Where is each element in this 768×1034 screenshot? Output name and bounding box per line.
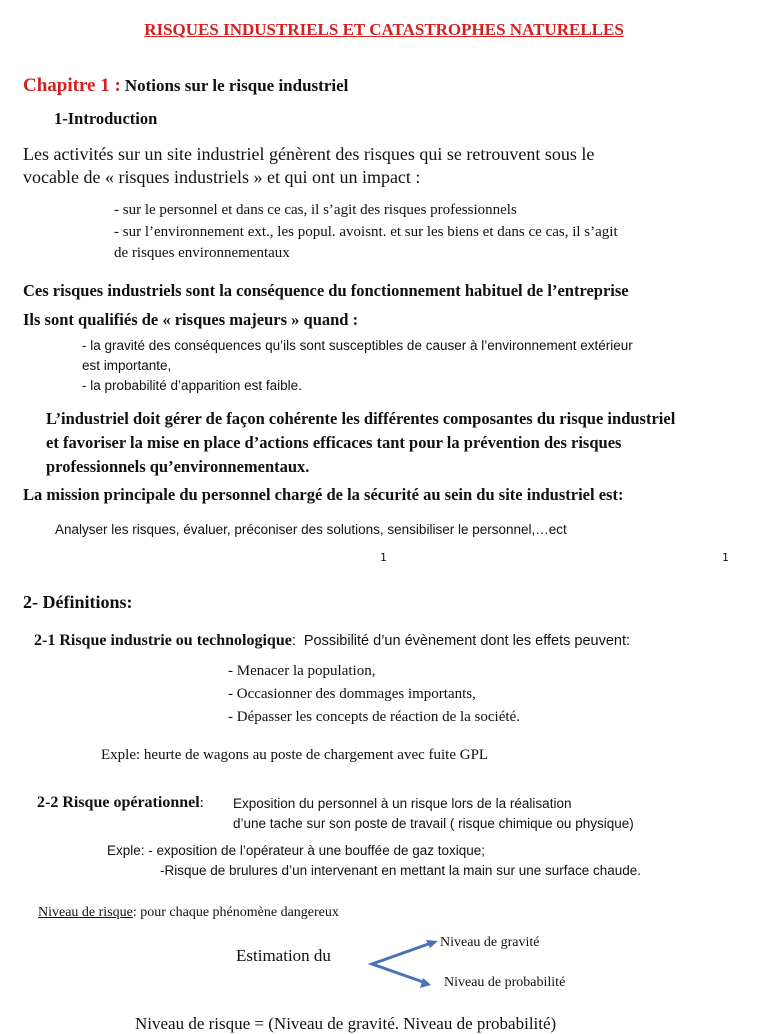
intro-paragraph-line-2: vocable de « risques industriels » et qui ont un impact : [23, 167, 421, 187]
estimation-label: Estimation du [236, 946, 331, 965]
chapter-heading [23, 75, 348, 97]
page-number: 1 [380, 551, 387, 564]
definition-2-1-item: - Menacer la population, [228, 663, 376, 679]
definitions-heading: 2- Définitions: [23, 592, 133, 612]
risk-level-line [38, 905, 339, 921]
page-number: 1 [722, 551, 729, 564]
definition-2-1-item: - Dépasser les concepts de réaction de la société. [228, 709, 520, 725]
definition-2-1-colon: : [291, 633, 296, 649]
impact-item-continued: de risques environnementaux [114, 245, 290, 261]
branch-arrows [364, 936, 444, 996]
condition-item: - la probabilité d’apparition est faible. [82, 378, 302, 393]
tasks-text: Analyser les risques, évaluer, préconiser des solutions, sensibiliser le personnel,…ect [55, 522, 567, 537]
impact-item: - sur l’environnement ext., les popul. avoisnt. et sur les biens et dans ce cas, il s’agit [114, 224, 618, 240]
branch-arrow-lines [372, 942, 434, 983]
definition-2-2-text-continued: d’une tache sur son poste de travail ( risque chimique ou physique) [233, 816, 634, 831]
risk-level-text: : pour chaque phénomène dangereux [132, 905, 339, 920]
impact-item: - sur le personnel et dans ce cas, il s’agit des risques professionnels [114, 202, 517, 218]
definition-2-2-label: 2-2 Risque opérationnel [37, 794, 200, 811]
definition-2-1-text: Possibilité d’un évènement dont les effets peuvent: [303, 633, 631, 649]
definition-2-2-colon: : [199, 795, 204, 811]
consequence-text: Ces risques industriels sont la conséquence du fonctionnement habituel de l’entreprise [23, 281, 629, 300]
document-title: RISQUES INDUSTRIELS ET CATASTROPHES NATURELLES [144, 20, 624, 39]
management-line-2: et favoriser la mise en place d’actions efficaces tant pour la prévention des risques [46, 433, 622, 452]
condition-item-continued: est importante, [82, 358, 172, 373]
major-risk-text: Ils sont qualifiés de « risques majeurs » quand : [23, 310, 359, 329]
chapter-label: Chapitre 1 : [23, 75, 121, 96]
intro-heading: 1-Introduction [54, 109, 158, 128]
severity-level-label: Niveau de gravité [440, 935, 540, 950]
mission-text: La mission principale du personnel chargé de la sécurité au sein du site industriel est: [23, 485, 624, 504]
condition-item: - la gravité des conséquences qu’ils sont susceptibles de causer à l’environnement extérieur [82, 338, 633, 353]
definition-2-1 [34, 632, 630, 650]
definition-2-2 [37, 794, 204, 812]
definition-2-1-example: Exple: heurte de wagons au poste de chargement avec fuite GPL [101, 747, 489, 763]
definition-2-2-example: Exple: - exposition de l’opérateur à une bouffée de gaz toxique; [107, 843, 486, 858]
definition-2-1-item: - Occasionner des dommages importants, [228, 686, 476, 702]
definition-2-2-example-continued: -Risque de brulures d’un intervenant en mettant la main sur une surface chaude. [160, 863, 642, 878]
risk-level-label: Niveau de risque [38, 905, 133, 920]
probability-level-label: Niveau de probabilité [444, 975, 566, 990]
arrow-down-icon [420, 978, 431, 988]
definition-2-1-label: 2-1 Risque industrie ou technologique [34, 632, 292, 649]
intro-paragraph-line-1: Les activités sur un site industriel génèrent des risques qui se retrouvent sous le [23, 144, 595, 164]
definition-2-2-text: Exposition du personnel à un risque lors de la réalisation [233, 796, 572, 811]
management-line-1: L’industriel doit gérer de façon cohérente les différentes composantes du risque industriel [46, 409, 676, 428]
management-line-3: professionnels qu’environnementaux. [46, 457, 310, 476]
risk-formula: Niveau de risque = (Niveau de gravité. Niveau de probabilité) [135, 1014, 557, 1033]
chapter-text: Notions sur le risque industriel [124, 76, 349, 95]
